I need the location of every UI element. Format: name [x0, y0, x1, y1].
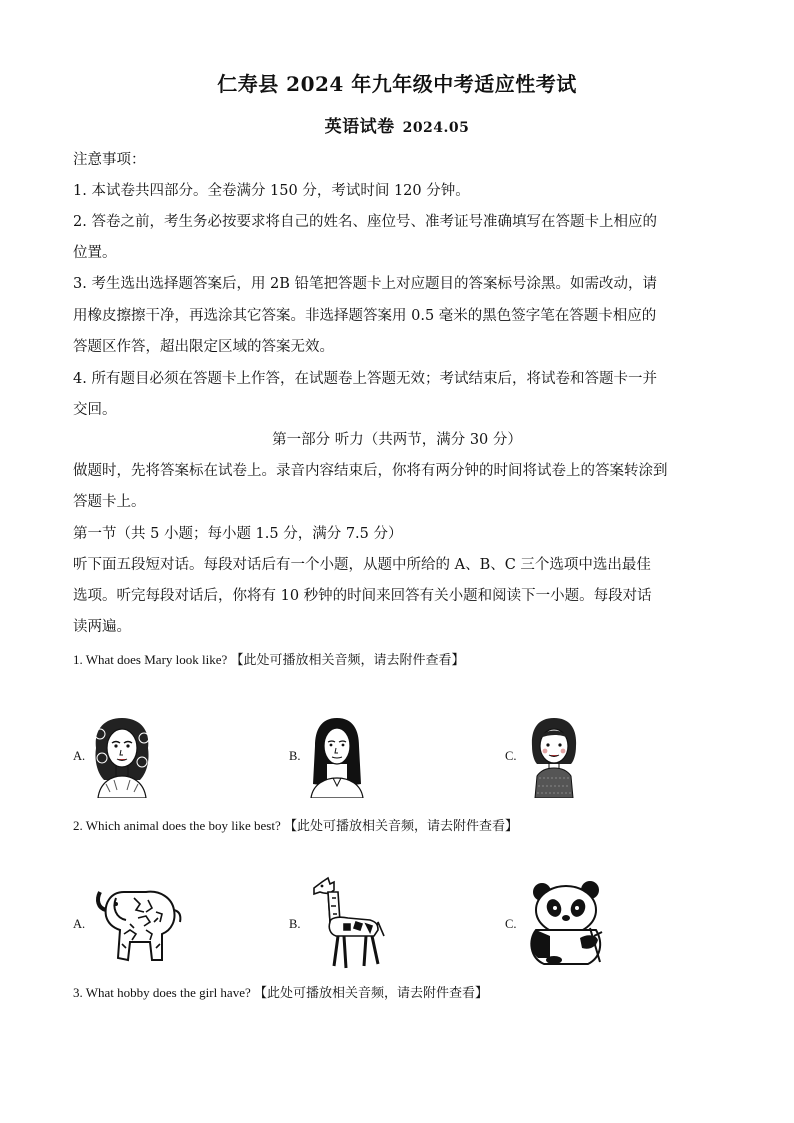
question-1: [73, 650, 723, 671]
exam-date: 2024.05: [402, 120, 470, 136]
exam-subtitle: [0, 112, 794, 137]
note-item-2-line-1: 2. 答卷之前，考生务必按要求将自己的姓名、座位号、准考证号准确填写在答题卡上相应的: [73, 214, 657, 230]
curly-hair-woman-icon[interactable]: [92, 714, 152, 798]
section1-instructions-line-3: 读两遍。: [73, 619, 131, 635]
subject-label: 英语试卷: [324, 117, 395, 137]
q1-option-c-label[interactable]: C.: [505, 749, 517, 763]
short-hair-woman-icon[interactable]: [527, 716, 581, 798]
notes-heading: 注意事项：: [73, 152, 146, 168]
giraffe-icon[interactable]: [308, 874, 390, 972]
note-item-4-line-1: 4. 所有题目必须在答题卡上作答，在试题卷上答题无效；考试结束后，将试卷和答题卡一并: [73, 371, 657, 387]
audio-note[interactable]: 【此处可播放相关音频，请去附件查看】: [254, 986, 489, 1001]
note-item-3-line-1: 3. 考生选出选择题答案后，用 2B 铅笔把答题卡上对应题目的答案标号涂黑。如需改动，请: [73, 276, 658, 292]
question-2-text: 2. Which animal does the boy like best?: [73, 818, 281, 833]
section1-instructions-line-2: 选项。听完每段对话后，你将有 10 秒钟的时间来回答有关小题和阅读下一小题。每段对话: [73, 588, 652, 604]
note-item-1: 1. 本试卷共四部分。全卷满分 150 分，考试时间 120 分钟。: [73, 183, 470, 199]
question-3: [73, 983, 723, 1004]
note-item-3-line-3: 答题区作答，超出限定区域的答案无效。: [73, 339, 334, 355]
q2-option-b-label[interactable]: B.: [289, 917, 301, 931]
q2-option-c-label[interactable]: C.: [505, 917, 517, 931]
elephant-icon[interactable]: [94, 878, 184, 970]
long-straight-hair-woman-icon[interactable]: [305, 714, 369, 798]
question-1-text: 1. What does Mary look like?: [73, 652, 228, 667]
note-item-4-line-2: 交回。: [73, 402, 117, 418]
exam-title: 仁寿县 2024 年九年级中考适应性考试: [217, 72, 577, 96]
q1-option-a-label[interactable]: A.: [73, 749, 86, 763]
question-2: [73, 816, 723, 837]
audio-note[interactable]: 【此处可播放相关音频，请去附件查看】: [230, 653, 465, 668]
q2-option-a-label[interactable]: A.: [73, 917, 86, 931]
section1-heading: 第一节（共 5 小题；每小题 1.5 分，满分 7.5 分）: [73, 526, 403, 542]
audio-note[interactable]: 【此处可播放相关音频，请去附件查看】: [283, 819, 518, 834]
panda-icon[interactable]: [524, 878, 610, 966]
q1-option-b-label[interactable]: B.: [289, 749, 301, 763]
note-item-2-line-2: 位置。: [73, 245, 117, 261]
section1-instructions-line-1: 听下面五段短对话。每段对话后有一个小题，从题中所给的 A、B、C 三个选项中选出最佳: [73, 557, 651, 573]
part1-intro-line-1: 做题时，先将答案标在试卷上。录音内容结束后，你将有两分钟的时间将试卷上的答案转涂到: [73, 463, 668, 479]
question-3-text: 3. What hobby does the girl have?: [73, 985, 251, 1000]
note-item-3-line-2: 用橡皮擦擦干净，再选涂其它答案。非选择题答案用 0.5 毫米的黑色签字笔在答题卡相应的: [73, 308, 657, 324]
part1-intro-line-2: 答题卡上。: [73, 494, 146, 510]
part1-heading: 第一部分 听力（共两节，满分 30 分）: [272, 432, 522, 448]
